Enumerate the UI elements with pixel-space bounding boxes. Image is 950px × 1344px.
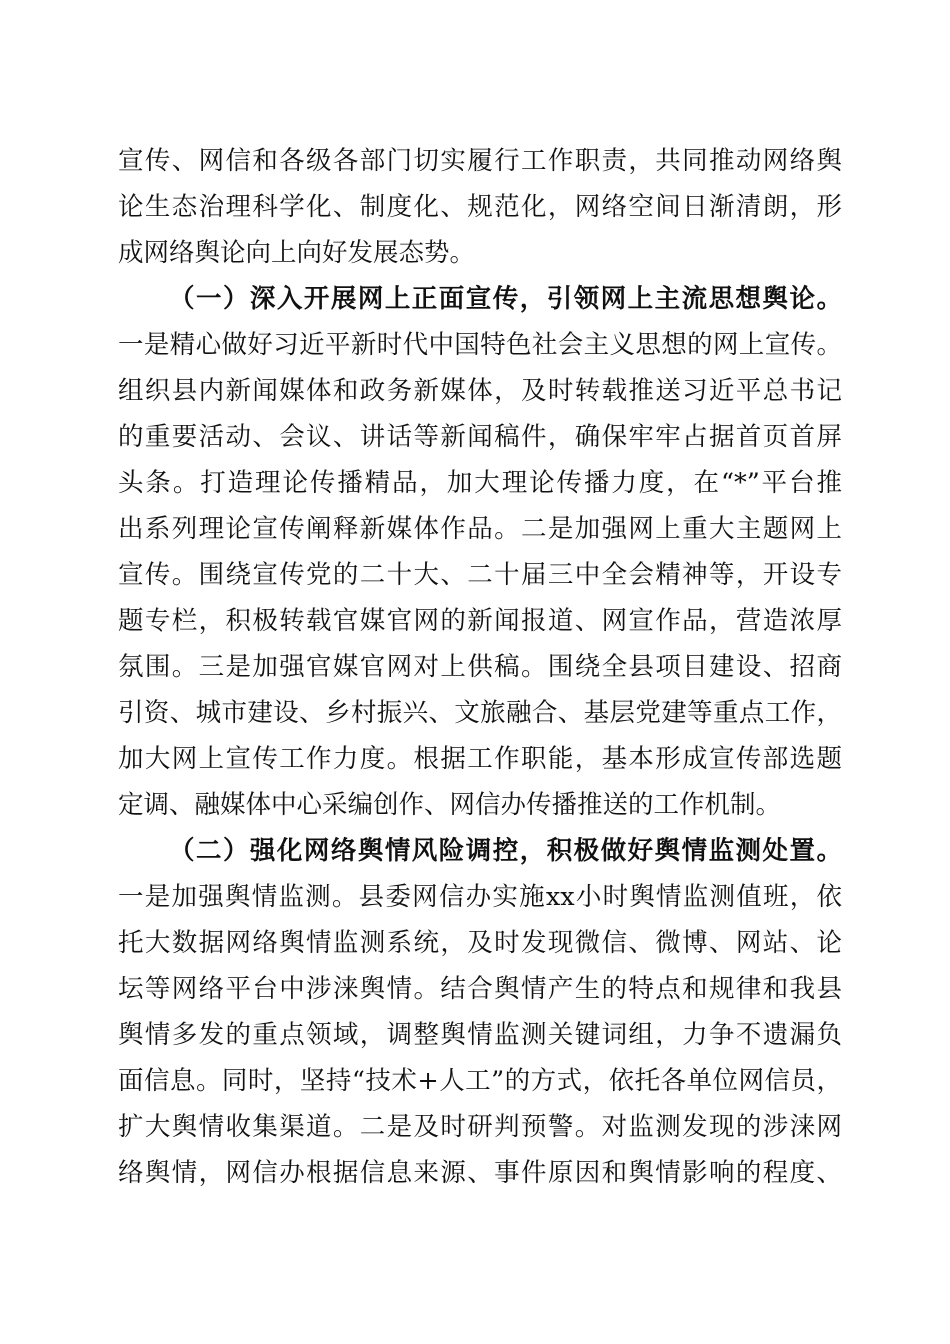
text-line: 头条。打造理论传播精品，加大理论传播力度，在“*”平台推 [118, 468, 842, 498]
text-line: 一是精心做好习近平新时代中国特色社会主义思想的网上宣传。 [118, 330, 842, 360]
text-line: 论生态治理科学化、制度化、规范化，网络空间日渐清朗，形 [118, 192, 842, 222]
text-line: 加大网上宣传工作力度。根据工作职能，基本形成宣传部选题 [118, 744, 842, 774]
text-line: 扩大舆情收集渠道。二是及时研判预警。对监测发现的涉涞网 [118, 1112, 842, 1142]
section-heading: （一）深入开展网上正面宣传，引领网上主流思想舆论。 [169, 284, 842, 314]
text-line: 面信息。同时，坚持“技术+人工”的方式，依托各单位网信员， [118, 1066, 842, 1096]
section-heading: （二）强化网络舆情风险调控，积极做好舆情监测处置。 [169, 836, 842, 866]
text-line: 引资、城市建设、乡村振兴、文旅融合、基层党建等重点工作， [118, 698, 842, 728]
text-line: 托大数据网络舆情监测系统，及时发现微信、微博、网站、论 [118, 928, 842, 958]
text-line: 成网络舆论向上向好发展态势。 [118, 238, 476, 268]
text-line: 出系列理论宣传阐释新媒体作品。二是加强网上重大主题网上 [118, 514, 842, 544]
text-line: 舆情多发的重点领域，调整舆情监测关键词组，力争不遗漏负 [118, 1020, 842, 1050]
text-line: 定调、融媒体中心采编创作、网信办传播推送的工作机制。 [118, 790, 782, 820]
text-line: 络舆情，网信办根据信息来源、事件原因和舆情影响的程度、 [118, 1158, 842, 1188]
text-line: 氛围。三是加强官媒官网对上供稿。围绕全县项目建设、招商 [118, 652, 842, 682]
text-line: 坛等网络平台中涉涞舆情。结合舆情产生的特点和规律和我县 [118, 974, 842, 1004]
text-line: 的重要活动、会议、讲话等新闻稿件，确保牢牢占据首页首屏 [118, 422, 842, 452]
text-line: 宣传。围绕宣传党的二十大、二十届三中全会精神等，开设专 [118, 560, 842, 590]
text-line: 题专栏，积极转载官媒官网的新闻报道、网宣作品，营造浓厚 [118, 606, 842, 636]
text-line: 组织县内新闻媒体和政务新媒体，及时转载推送习近平总书记 [118, 376, 842, 406]
text-line: 宣传、网信和各级各部门切实履行工作职责，共同推动网络舆 [118, 146, 842, 176]
text-line: 一是加强舆情监测。县委网信办实施xx小时舆情监测值班，依 [118, 882, 842, 912]
